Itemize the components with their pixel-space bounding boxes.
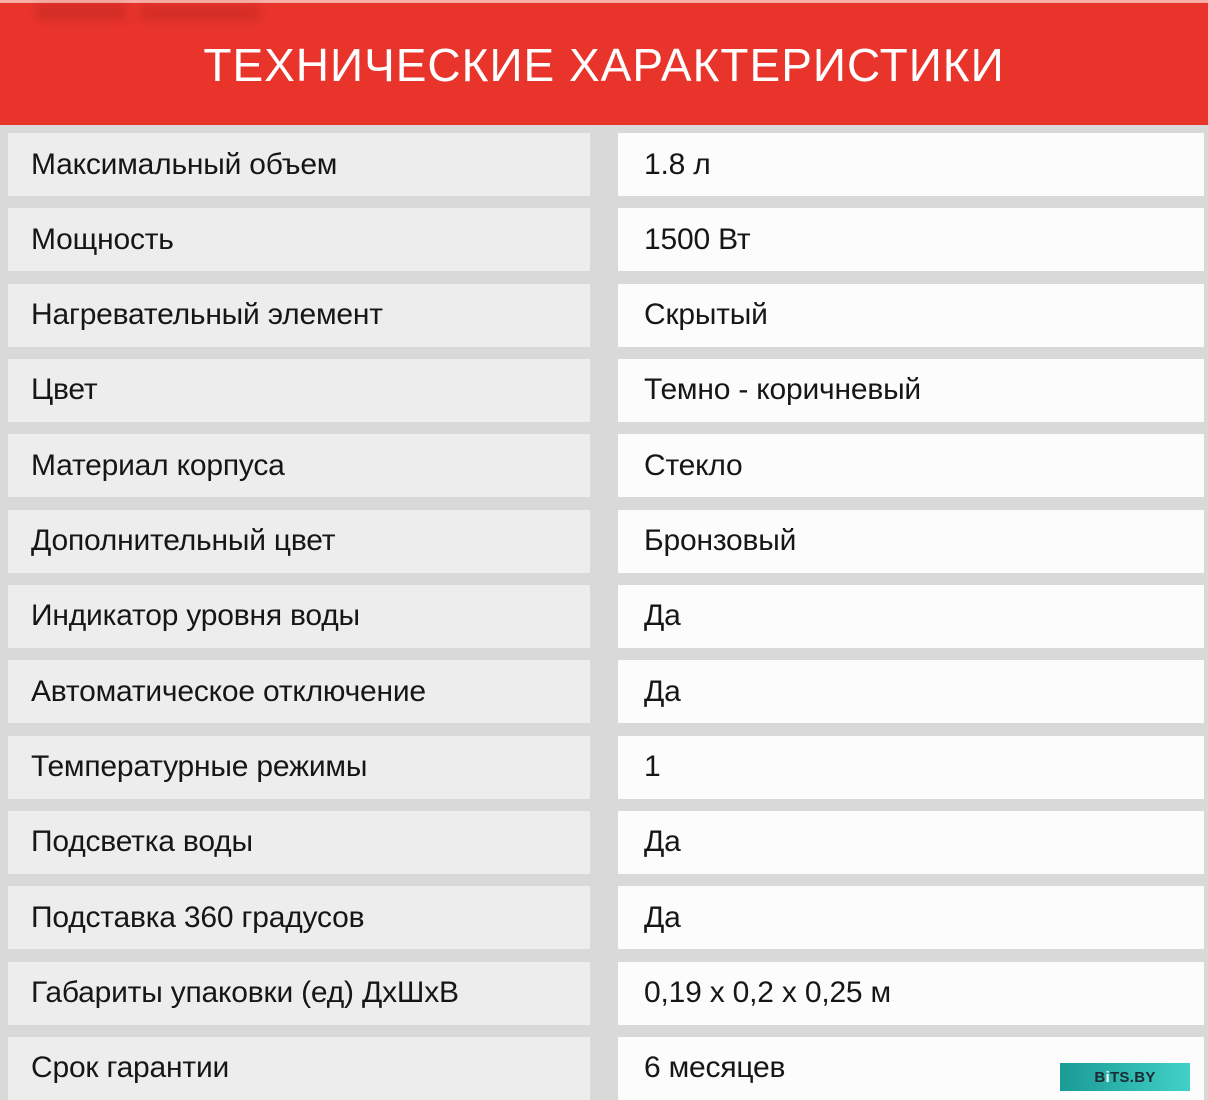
- spec-value: Стекло: [644, 448, 743, 482]
- spec-value-cell: [618, 660, 1204, 723]
- spec-label: Мощность: [31, 222, 174, 256]
- spec-value: 1: [644, 750, 661, 784]
- spec-value-cell: [618, 811, 1204, 874]
- spec-value: Бронзовый: [644, 524, 797, 558]
- spec-row: [0, 660, 1208, 723]
- spec-label: Автоматическое отключение: [31, 674, 426, 708]
- spec-label-cell: [8, 811, 590, 874]
- spec-value: 1500 Вт: [644, 222, 751, 256]
- spec-label-cell: [8, 434, 590, 497]
- spec-label-cell: [8, 133, 590, 196]
- spec-value-cell: [618, 510, 1204, 573]
- watermark-text-prefix: B: [1094, 1068, 1106, 1086]
- spec-label-cell: [8, 284, 590, 347]
- spec-row: [0, 208, 1208, 271]
- header-banner: [0, 0, 1208, 125]
- spec-label-cell: [8, 510, 590, 573]
- spec-value-cell: [618, 434, 1204, 497]
- spec-label-cell: [8, 962, 590, 1025]
- spec-value-cell: [618, 962, 1204, 1025]
- header-smudge: [140, 6, 260, 20]
- spec-row: [0, 736, 1208, 799]
- spec-label: Индикатор уровня воды: [31, 599, 360, 633]
- spec-row: [0, 510, 1208, 573]
- page-title: ТЕХНИЧЕСКИЕ ХАРАКТЕРИСТИКИ: [203, 38, 1005, 91]
- spec-label: Температурные режимы: [31, 750, 368, 784]
- spec-value: Да: [644, 900, 681, 934]
- spec-label: Подставка 360 градусов: [31, 900, 365, 934]
- spec-value-cell: [618, 208, 1204, 271]
- spec-value-cell: [618, 736, 1204, 799]
- spec-value-cell: [618, 284, 1204, 347]
- spec-row: [0, 811, 1208, 874]
- watermark-badge: [1060, 1063, 1190, 1091]
- spec-label: Нагревательный элемент: [31, 298, 383, 332]
- spec-row: [0, 359, 1208, 422]
- spec-value: Скрытый: [644, 298, 768, 332]
- spec-value: Да: [644, 825, 681, 859]
- spec-value: 6 месяцев: [644, 1051, 786, 1085]
- watermark-text-suffix: TS.BY: [1109, 1068, 1156, 1086]
- spec-table: [0, 133, 1208, 1100]
- spec-label-cell: [8, 208, 590, 271]
- spec-value-cell: [618, 585, 1204, 648]
- watermark-text-accent: i: [1105, 1068, 1110, 1086]
- spec-label: Материал корпуса: [31, 448, 285, 482]
- header-smudge: [36, 4, 126, 20]
- spec-label-cell: [8, 736, 590, 799]
- spec-label-cell: [8, 1037, 590, 1100]
- spec-label: Срок гарантии: [31, 1051, 230, 1085]
- spec-row: [0, 284, 1208, 347]
- spec-label: Цвет: [31, 373, 98, 407]
- spec-row: [0, 886, 1208, 949]
- spec-row: [0, 585, 1208, 648]
- spec-row: [0, 434, 1208, 497]
- spec-label: Дополнительный цвет: [31, 524, 336, 558]
- spec-label-cell: [8, 585, 590, 648]
- spec-label-cell: [8, 359, 590, 422]
- spec-row: [0, 1037, 1208, 1100]
- spec-value-cell: [618, 133, 1204, 196]
- spec-value: Темно - коричневый: [644, 373, 921, 407]
- spec-label: Подсветка воды: [31, 825, 253, 859]
- spec-row: [0, 962, 1208, 1025]
- spec-value: Да: [644, 599, 681, 633]
- spec-label: Максимальный объем: [31, 147, 338, 181]
- spec-value: Да: [644, 674, 681, 708]
- spec-value: 1.8 л: [644, 147, 711, 181]
- spec-value-cell: [618, 886, 1204, 949]
- spec-label: Габариты упаковки (ед) ДхШхВ: [31, 976, 459, 1010]
- spec-row: [0, 133, 1208, 196]
- spec-value: 0,19 х 0,2 х 0,25 м: [644, 976, 891, 1010]
- spec-label-cell: [8, 660, 590, 723]
- spec-value-cell: [618, 359, 1204, 422]
- spec-label-cell: [8, 886, 590, 949]
